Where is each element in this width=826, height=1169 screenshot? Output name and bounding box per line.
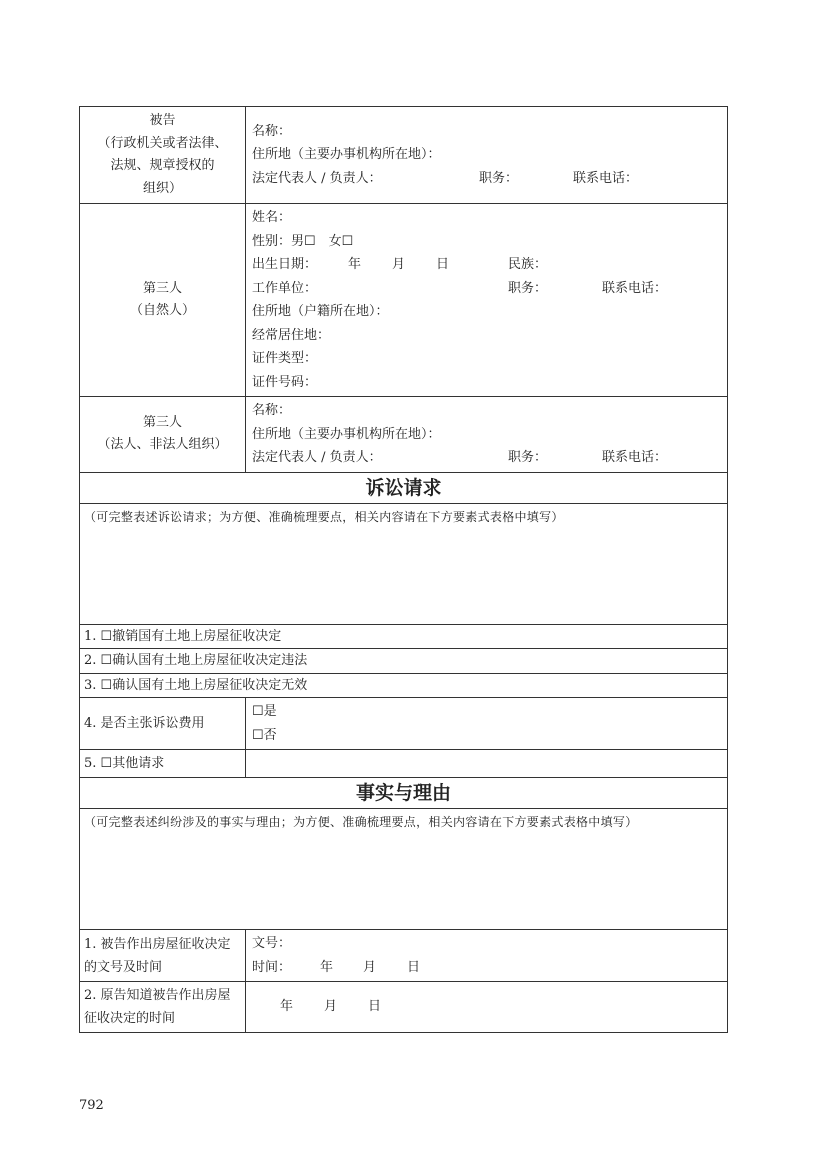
defendant-rep: 法定代表人 / 负责人：: [252, 170, 382, 186]
claims-hint[interactable]: （可完整表述诉讼请求；为方便、准确梳理要点，相关内容请在下方要素式表格中填写）: [80, 503, 728, 624]
facts-doc-no[interactable]: 文号：: [252, 936, 292, 951]
defendant-label: [80, 107, 246, 204]
natural-work-line[interactable]: [252, 277, 721, 301]
natural-phone: 联系电话：: [602, 280, 668, 296]
ethnicity-label: 民族：: [508, 257, 548, 272]
label-line: （自然人）: [129, 303, 195, 318]
third-person-natural-row: [80, 204, 728, 397]
known-month: 月: [324, 999, 338, 1015]
claim-item-5-value[interactable]: [246, 750, 728, 778]
form-table: [79, 106, 728, 1033]
birth-label: 出生日期：: [252, 257, 318, 272]
defendant-label-line: 被告: [149, 113, 176, 128]
claim-item-2[interactable]: 2. ☐确认国有土地上房屋征收决定违法: [80, 649, 728, 674]
natural-position: 职务：: [508, 280, 548, 296]
third-person-legal-label: [80, 397, 246, 473]
facts-item-1-fields[interactable]: [246, 930, 728, 982]
known-day: 日: [368, 999, 382, 1015]
legal-name[interactable]: 名称：: [252, 403, 292, 418]
page-number: 792: [79, 1098, 104, 1113]
birth-year: 年: [348, 257, 362, 272]
claim-item-5-label[interactable]: 5. ☐其他请求: [80, 750, 246, 778]
defendant-address[interactable]: 住所地（主要办事机构所在地）：: [252, 147, 441, 163]
natural-habitual[interactable]: 经常居住地：: [252, 327, 331, 343]
legal-position: 职务：: [508, 450, 548, 465]
facts-hint[interactable]: （可完整表述纠纷涉及的事实与理由；为方便、准确梳理要点，相关内容请在下方要素式表格中填写）: [80, 809, 728, 930]
facts-known-time-line[interactable]: [252, 995, 721, 1019]
natural-name[interactable]: 姓名：: [252, 210, 292, 225]
defendant-row: [80, 107, 728, 204]
birth-month: 月: [392, 257, 406, 272]
claim-item-4-row: [80, 698, 728, 750]
label-line: 第三人: [142, 280, 182, 296]
claim-fee-no-checkbox[interactable]: ☐否: [252, 727, 277, 743]
natural-id-type[interactable]: 证件类型：: [252, 351, 318, 366]
third-person-legal-fields[interactable]: [246, 397, 728, 473]
facts-month: 月: [363, 959, 377, 975]
facts-item-1-row: [80, 930, 728, 982]
claim-fee-yes-checkbox[interactable]: ☐是: [252, 704, 277, 719]
known-year: 年: [280, 999, 294, 1015]
third-person-legal-row: [80, 397, 728, 473]
facts-item-2-label: 2. 原告知道被告作出房屋征收决定的时间: [80, 982, 246, 1033]
third-person-natural-fields[interactable]: [246, 204, 728, 397]
facts-item-2-row: [80, 982, 728, 1033]
legal-rep-line[interactable]: [252, 446, 721, 470]
claim-item-3[interactable]: 3. ☐确认国有土地上房屋征收决定无效: [80, 673, 728, 698]
facts-day: 日: [407, 959, 421, 975]
label-line: 第三人: [142, 414, 182, 430]
work-label: 工作单位：: [252, 280, 318, 296]
defendant-position: 职务：: [479, 170, 519, 186]
natural-residence[interactable]: 住所地（户籍所在地）：: [252, 304, 389, 319]
birth-day: 日: [436, 257, 450, 272]
legal-phone: 联系电话：: [602, 450, 668, 465]
claim-item-1[interactable]: 1. ☐撤销国有土地上房屋征收决定: [80, 624, 728, 649]
legal-rep: 法定代表人 / 负责人：: [252, 450, 382, 465]
natural-birth-line[interactable]: [252, 253, 721, 277]
defendant-label-line: （行政机关或者法律、: [97, 135, 228, 151]
claim-item-4-options[interactable]: [246, 698, 728, 750]
defendant-rep-line[interactable]: [252, 167, 721, 191]
natural-id-number[interactable]: 证件号码：: [252, 374, 318, 390]
facts-title: 事实与理由: [80, 778, 728, 809]
facts-item-2-fields[interactable]: [246, 982, 728, 1033]
legal-address[interactable]: 住所地（主要办事机构所在地）：: [252, 426, 441, 442]
facts-year: 年: [320, 959, 334, 975]
complaint-form: [79, 106, 728, 1033]
third-person-natural-label: [80, 204, 246, 397]
defendant-fields[interactable]: [246, 107, 728, 204]
claim-item-4-label: 4. 是否主张诉讼费用: [80, 698, 246, 750]
defendant-phone: 联系电话：: [573, 170, 639, 186]
facts-item-1-label: 1. 被告作出房屋征收决定的文号及时间: [80, 930, 246, 982]
claims-title: 诉讼请求: [80, 472, 728, 503]
facts-time-label: 时间：: [252, 959, 292, 975]
label-line: （法人、非法人组织）: [97, 437, 228, 453]
facts-time-line[interactable]: [252, 956, 721, 980]
natural-gender[interactable]: 性别：男☐ 女☐: [252, 233, 354, 249]
defendant-label-line: 组织）: [142, 180, 182, 196]
defendant-name[interactable]: 名称：: [252, 123, 292, 139]
defendant-label-line: 法规、规章授权的: [110, 158, 215, 173]
